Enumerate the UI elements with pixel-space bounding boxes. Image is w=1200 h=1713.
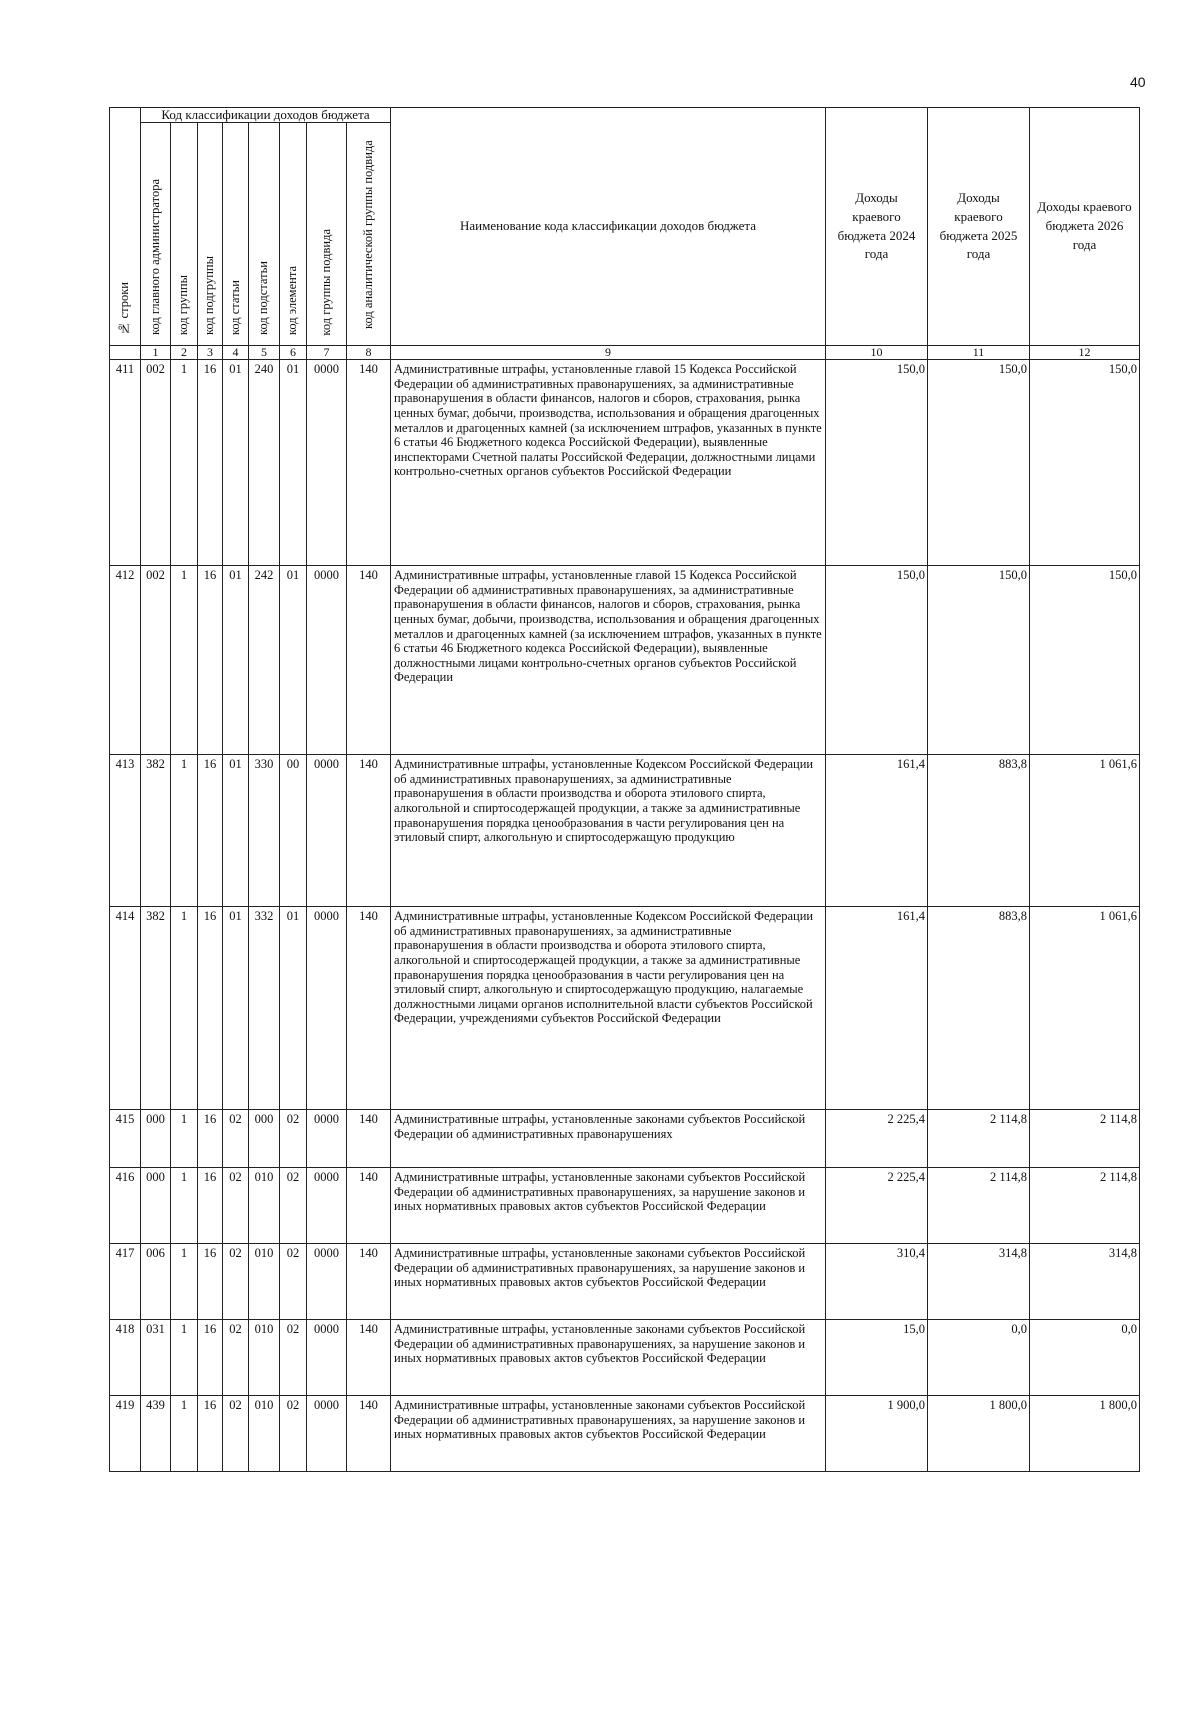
admin-code: 002 <box>141 566 171 755</box>
header-element-code: код элемента <box>280 123 307 346</box>
element-code: 02 <box>280 1168 307 1244</box>
analytic-code: 140 <box>347 1320 391 1396</box>
col-number: 9 <box>391 346 826 360</box>
analytic-code: 140 <box>347 1244 391 1320</box>
admin-code: 382 <box>141 755 171 907</box>
header-classification-group: Код классификации доходов бюджета <box>141 108 391 123</box>
group-code: 1 <box>171 360 198 566</box>
income-2025: 2 114,8 <box>928 1168 1030 1244</box>
header-name: Наименование кода классификации доходов бюджета <box>391 108 826 346</box>
col-number: 1 <box>141 346 171 360</box>
analytic-code: 140 <box>347 1396 391 1472</box>
income-2024: 150,0 <box>826 360 928 566</box>
income-2026: 150,0 <box>1030 360 1140 566</box>
table-row <box>110 755 1140 907</box>
subarticle-code: 010 <box>249 1244 280 1320</box>
income-2026: 1 800,0 <box>1030 1396 1140 1472</box>
income-name: Административные штрафы, установленные Кодексом Российской Федерации об административных правонарушениях, за административные правонарушения в области производства и оборота этилового спирта, алкогольной и спиртосодержащей продукции, а также за административные правонарушения порядка ценообразования в части регулирования цен на этиловый спирт, алкогольную и спиртосодержащую продукцию, налагаемые должностными лицами органов исполнительной власти субъектов Российской Федерации, учреждениями субъектов Российской Федерации <box>391 907 826 1110</box>
header-subarticle-code: код подстатьи <box>249 123 280 346</box>
element-code: 01 <box>280 566 307 755</box>
col-number: 11 <box>928 346 1030 360</box>
element-code: 02 <box>280 1396 307 1472</box>
group-code: 1 <box>171 755 198 907</box>
income-2025: 150,0 <box>928 360 1030 566</box>
article-code: 02 <box>223 1320 249 1396</box>
income-2026: 1 061,6 <box>1030 907 1140 1110</box>
group-code: 1 <box>171 1320 198 1396</box>
row-number: 419 <box>110 1396 141 1472</box>
header-income-2025: Доходы краевого бюджета 2025 года <box>928 108 1030 346</box>
group-code: 1 <box>171 1396 198 1472</box>
analytic-code: 140 <box>347 1168 391 1244</box>
income-name: Административные штрафы, установленные законами субъектов Российской Федерации об административных правонарушениях, за нарушение законов и иных нормативных правовых актов субъектов Российской Федерации <box>391 1320 826 1396</box>
subarticle-code: 010 <box>249 1396 280 1472</box>
group-code: 1 <box>171 566 198 755</box>
subtype-code: 0000 <box>307 1244 347 1320</box>
income-2026: 314,8 <box>1030 1244 1140 1320</box>
header-row-number: № строки <box>110 108 141 346</box>
income-2026: 2 114,8 <box>1030 1168 1140 1244</box>
header-income-2026: Доходы краевого бюджета 2026 года <box>1030 108 1140 346</box>
subgroup-code: 16 <box>198 1396 223 1472</box>
group-code: 1 <box>171 1110 198 1168</box>
subgroup-code: 16 <box>198 755 223 907</box>
income-2024: 15,0 <box>826 1320 928 1396</box>
admin-code: 000 <box>141 1110 171 1168</box>
element-code: 02 <box>280 1110 307 1168</box>
row-number: 411 <box>110 360 141 566</box>
admin-code: 000 <box>141 1168 171 1244</box>
col-number: 5 <box>249 346 280 360</box>
budget-income-table <box>109 107 1140 1472</box>
income-2024: 2 225,4 <box>826 1110 928 1168</box>
header-analytic-group-code: код аналитической группы подвида <box>347 123 391 346</box>
article-code: 02 <box>223 1396 249 1472</box>
income-2024: 310,4 <box>826 1244 928 1320</box>
article-code: 01 <box>223 360 249 566</box>
row-number: 413 <box>110 755 141 907</box>
subtype-code: 0000 <box>307 360 347 566</box>
header-subgroup-code: код подгруппы <box>198 123 223 346</box>
row-number: 416 <box>110 1168 141 1244</box>
income-name: Административные штрафы, установленные законами субъектов Российской Федерации об административных правонарушениях, за нарушение законов и иных нормативных правовых актов субъектов Российской Федерации <box>391 1396 826 1472</box>
subarticle-code: 242 <box>249 566 280 755</box>
col-number: 6 <box>280 346 307 360</box>
subgroup-code: 16 <box>198 907 223 1110</box>
group-code: 1 <box>171 1244 198 1320</box>
subtype-code: 0000 <box>307 566 347 755</box>
subarticle-code: 330 <box>249 755 280 907</box>
income-2024: 1 900,0 <box>826 1396 928 1472</box>
table-row <box>110 907 1140 1110</box>
admin-code: 382 <box>141 907 171 1110</box>
subarticle-code: 010 <box>249 1320 280 1396</box>
income-name: Административные штрафы, установленные Кодексом Российской Федерации об административных правонарушениях, за административные правонарушения в области производства и оборота этилового спирта, алкогольной и спиртосодержащей продукции, а также за административные правонарушения порядка ценообразования в части регулирования цен на этиловый спирт, алкогольную и спиртосодержащую продукцию <box>391 755 826 907</box>
subgroup-code: 16 <box>198 1168 223 1244</box>
article-code: 02 <box>223 1168 249 1244</box>
subtype-code: 0000 <box>307 755 347 907</box>
header-subtype-group-code: код группы подвида <box>307 123 347 346</box>
analytic-code: 140 <box>347 360 391 566</box>
element-code: 00 <box>280 755 307 907</box>
subarticle-code: 332 <box>249 907 280 1110</box>
subtype-code: 0000 <box>307 1110 347 1168</box>
income-2025: 883,8 <box>928 907 1030 1110</box>
subarticle-code: 010 <box>249 1168 280 1244</box>
row-number: 417 <box>110 1244 141 1320</box>
col-number: 10 <box>826 346 928 360</box>
table-row <box>110 1320 1140 1396</box>
subtype-code: 0000 <box>307 1168 347 1244</box>
group-code: 1 <box>171 1168 198 1244</box>
income-2024: 150,0 <box>826 566 928 755</box>
income-name: Административные штрафы, установленные законами субъектов Российской Федерации об административных правонарушениях, за нарушение законов и иных нормативных правовых актов субъектов Российской Федерации <box>391 1168 826 1244</box>
article-code: 01 <box>223 566 249 755</box>
subgroup-code: 16 <box>198 360 223 566</box>
col-number: 8 <box>347 346 391 360</box>
income-name: Административные штрафы, установленные главой 15 Кодекса Российской Федерации об административных правонарушениях, за административные правонарушения в области финансов, налогов и сборов, страхования, рынка ценных бумаг, добычи, производства, использования и обращения драгоценных металлов и драгоценных камней (за исключением штрафов, указанных в пункте 6 статьи 46 Бюджетного кодекса Российской Федерации), выявленные инспекторами Счетной палаты Российской Федерации, должностными лицами контрольно-счетных органов субъектов Российской Федерации <box>391 360 826 566</box>
income-2025: 1 800,0 <box>928 1396 1030 1472</box>
subgroup-code: 16 <box>198 566 223 755</box>
income-2026: 150,0 <box>1030 566 1140 755</box>
column-number-row <box>110 346 1140 360</box>
article-code: 01 <box>223 907 249 1110</box>
col-number: 12 <box>1030 346 1140 360</box>
table-row <box>110 1244 1140 1320</box>
group-code: 1 <box>171 907 198 1110</box>
analytic-code: 140 <box>347 1110 391 1168</box>
row-number: 414 <box>110 907 141 1110</box>
income-2024: 2 225,4 <box>826 1168 928 1244</box>
analytic-code: 140 <box>347 566 391 755</box>
subarticle-code: 240 <box>249 360 280 566</box>
header-group-code: код группы <box>171 123 198 346</box>
header-income-2024: Доходы краевого бюджета 2024 года <box>826 108 928 346</box>
element-code: 02 <box>280 1320 307 1396</box>
page-number: 40 <box>1130 74 1146 90</box>
analytic-code: 140 <box>347 755 391 907</box>
table-row <box>110 566 1140 755</box>
subgroup-code: 16 <box>198 1244 223 1320</box>
analytic-code: 140 <box>347 907 391 1110</box>
row-number: 415 <box>110 1110 141 1168</box>
row-number: 418 <box>110 1320 141 1396</box>
subtype-code: 0000 <box>307 1396 347 1472</box>
subtype-code: 0000 <box>307 907 347 1110</box>
income-name: Административные штрафы, установленные главой 15 Кодекса Российской Федерации об административных правонарушениях, за административные правонарушения в области финансов, налогов и сборов, страхования, рынка ценных бумаг, добычи, производства, использования и обращения драгоценных металлов и драгоценных камней (за исключением штрафов, указанных в пункте 6 статьи 46 Бюджетного кодекса Российской Федерации), выявленные должностными лицами контрольно-счетных органов субъектов Российской Федерации <box>391 566 826 755</box>
row-number: 412 <box>110 566 141 755</box>
income-name: Административные штрафы, установленные законами субъектов Российской Федерации об административных правонарушениях, за нарушение законов и иных нормативных правовых актов субъектов Российской Федерации <box>391 1244 826 1320</box>
income-2026: 1 061,6 <box>1030 755 1140 907</box>
subgroup-code: 16 <box>198 1320 223 1396</box>
article-code: 01 <box>223 755 249 907</box>
admin-code: 439 <box>141 1396 171 1472</box>
income-2025: 0,0 <box>928 1320 1030 1396</box>
income-2025: 150,0 <box>928 566 1030 755</box>
income-2025: 314,8 <box>928 1244 1030 1320</box>
table-row <box>110 1396 1140 1472</box>
income-2024: 161,4 <box>826 755 928 907</box>
col-number <box>110 346 141 360</box>
element-code: 01 <box>280 907 307 1110</box>
income-2025: 2 114,8 <box>928 1110 1030 1168</box>
income-2024: 161,4 <box>826 907 928 1110</box>
element-code: 02 <box>280 1244 307 1320</box>
income-2025: 883,8 <box>928 755 1030 907</box>
subarticle-code: 000 <box>249 1110 280 1168</box>
admin-code: 006 <box>141 1244 171 1320</box>
table-row <box>110 1168 1140 1244</box>
article-code: 02 <box>223 1244 249 1320</box>
subtype-code: 0000 <box>307 1320 347 1396</box>
income-2026: 0,0 <box>1030 1320 1140 1396</box>
income-2026: 2 114,8 <box>1030 1110 1140 1168</box>
subgroup-code: 16 <box>198 1110 223 1168</box>
header-article-code: код статьи <box>223 123 249 346</box>
col-number: 2 <box>171 346 198 360</box>
admin-code: 031 <box>141 1320 171 1396</box>
col-number: 4 <box>223 346 249 360</box>
table-row <box>110 360 1140 566</box>
table-row <box>110 1110 1140 1168</box>
col-number: 7 <box>307 346 347 360</box>
header-admin-code: код главного администратора <box>141 123 171 346</box>
article-code: 02 <box>223 1110 249 1168</box>
col-number: 3 <box>198 346 223 360</box>
income-name: Административные штрафы, установленные законами субъектов Российской Федерации об административных правонарушениях <box>391 1110 826 1168</box>
element-code: 01 <box>280 360 307 566</box>
admin-code: 002 <box>141 360 171 566</box>
